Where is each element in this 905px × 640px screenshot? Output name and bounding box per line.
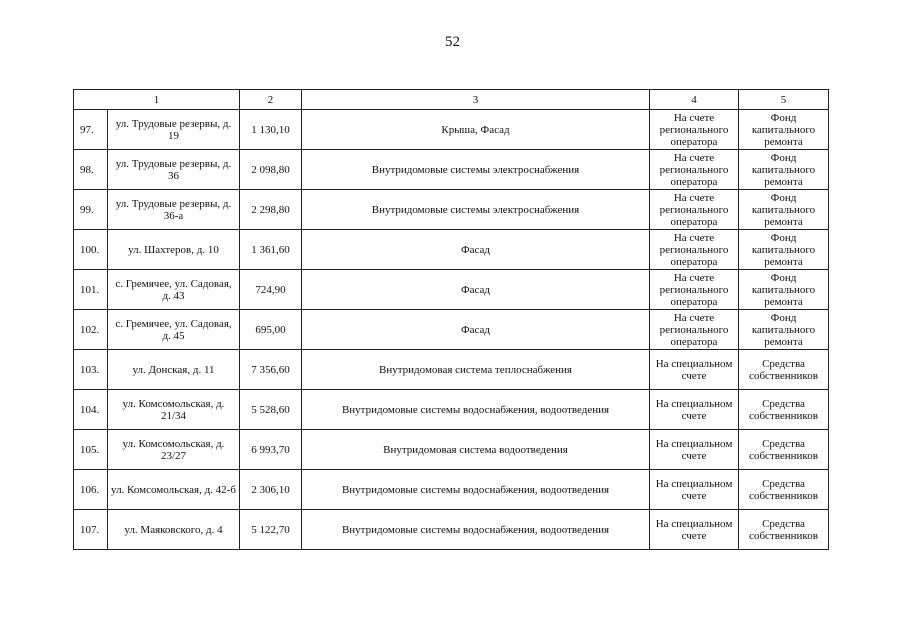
area-cell: 1 130,10	[240, 110, 302, 150]
account-cell: На специальном счете	[650, 350, 739, 390]
table-row	[74, 470, 829, 510]
address-cell: ул. Маяковского, д. 4	[108, 510, 240, 550]
address-cell: ул. Донская, д. 11	[108, 350, 240, 390]
row-number: 97.	[74, 110, 108, 150]
column-header-3: 3	[302, 90, 650, 110]
table-row	[74, 190, 829, 230]
fund-cell: Фонд капитального ремонта	[739, 190, 829, 230]
fund-cell: Средства собственников	[739, 470, 829, 510]
table-row	[74, 430, 829, 470]
fund-cell: Средства собственников	[739, 430, 829, 470]
table-row	[74, 510, 829, 550]
address-cell: ул. Комсомольская, д. 21/34	[108, 390, 240, 430]
row-number: 106.	[74, 470, 108, 510]
fund-cell: Фонд капитального ремонта	[739, 230, 829, 270]
row-number: 98.	[74, 150, 108, 190]
row-number: 107.	[74, 510, 108, 550]
row-number: 99.	[74, 190, 108, 230]
address-cell: с. Гремячее, ул. Садовая, д. 43	[108, 270, 240, 310]
repair-register-table	[73, 89, 829, 550]
area-cell: 6 993,70	[240, 430, 302, 470]
row-number: 105.	[74, 430, 108, 470]
account-cell: На специальном счете	[650, 430, 739, 470]
page-number: 52	[445, 34, 460, 50]
fund-cell: Фонд капитального ремонта	[739, 110, 829, 150]
account-cell: На счете регионального оператора	[650, 270, 739, 310]
fund-cell: Средства собственников	[739, 390, 829, 430]
works-cell: Крыша, Фасад	[302, 110, 650, 150]
row-number: 101.	[74, 270, 108, 310]
column-header-5: 5	[739, 90, 829, 110]
table-row	[74, 230, 829, 270]
address-cell: с. Гремячее, ул. Садовая, д. 45	[108, 310, 240, 350]
area-cell: 695,00	[240, 310, 302, 350]
area-cell: 7 356,60	[240, 350, 302, 390]
works-cell: Внутридомовые системы водоснабжения, водоотведения	[302, 470, 650, 510]
row-number: 104.	[74, 390, 108, 430]
table-row	[74, 310, 829, 350]
table-row	[74, 270, 829, 310]
fund-cell: Фонд капитального ремонта	[739, 310, 829, 350]
works-cell: Фасад	[302, 270, 650, 310]
fund-cell: Фонд капитального ремонта	[739, 150, 829, 190]
address-cell: ул. Трудовые резервы, д. 36	[108, 150, 240, 190]
fund-cell: Фонд капитального ремонта	[739, 270, 829, 310]
account-cell: На счете регионального оператора	[650, 230, 739, 270]
works-cell: Внутридомовые системы электроснабжения	[302, 190, 650, 230]
address-cell: ул. Комсомольская, д. 42-б	[108, 470, 240, 510]
row-number: 102.	[74, 310, 108, 350]
table-row	[74, 350, 829, 390]
address-cell: ул. Трудовые резервы, д. 36-а	[108, 190, 240, 230]
area-cell: 5 528,60	[240, 390, 302, 430]
table-row	[74, 390, 829, 430]
works-cell: Внутридомовые системы электроснабжения	[302, 150, 650, 190]
row-number: 103.	[74, 350, 108, 390]
column-number-row	[74, 90, 829, 110]
address-cell: ул. Комсомольская, д. 23/27	[108, 430, 240, 470]
table-row	[74, 110, 829, 150]
area-cell: 2 306,10	[240, 470, 302, 510]
area-cell: 2 298,80	[240, 190, 302, 230]
works-cell: Фасад	[302, 230, 650, 270]
area-cell: 1 361,60	[240, 230, 302, 270]
fund-cell: Средства собственников	[739, 510, 829, 550]
area-cell: 2 098,80	[240, 150, 302, 190]
account-cell: На счете регионального оператора	[650, 150, 739, 190]
column-header-1: 1	[74, 90, 240, 110]
works-cell: Фасад	[302, 310, 650, 350]
works-cell: Внутридомовые системы водоснабжения, водоотведения	[302, 510, 650, 550]
works-cell: Внутридомовая система водоотведения	[302, 430, 650, 470]
address-cell: ул. Шахтеров, д. 10	[108, 230, 240, 270]
account-cell: На счете регионального оператора	[650, 110, 739, 150]
account-cell: На счете регионального оператора	[650, 190, 739, 230]
works-cell: Внутридомовые системы водоснабжения, водоотведения	[302, 390, 650, 430]
row-number: 100.	[74, 230, 108, 270]
account-cell: На специальном счете	[650, 510, 739, 550]
address-cell: ул. Трудовые резервы, д. 19	[108, 110, 240, 150]
works-cell: Внутридомовая система теплоснабжения	[302, 350, 650, 390]
column-header-2: 2	[240, 90, 302, 110]
fund-cell: Средства собственников	[739, 350, 829, 390]
column-header-4: 4	[650, 90, 739, 110]
account-cell: На специальном счете	[650, 390, 739, 430]
account-cell: На специальном счете	[650, 470, 739, 510]
table-row	[74, 150, 829, 190]
area-cell: 724,90	[240, 270, 302, 310]
area-cell: 5 122,70	[240, 510, 302, 550]
account-cell: На счете регионального оператора	[650, 310, 739, 350]
